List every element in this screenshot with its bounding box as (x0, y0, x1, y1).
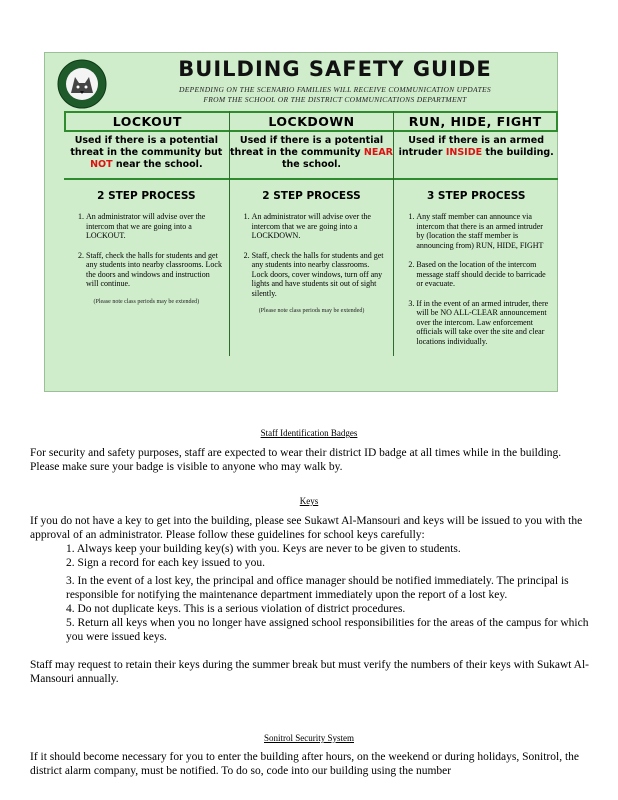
lockdown-steps (230, 212, 394, 298)
lockout-desc-text-a: Used if there is a potential threat in the community but (70, 135, 223, 158)
lockdown-note: (Please note class periods may be extended) (258, 308, 365, 314)
lockdown-description (230, 132, 394, 180)
run-hide-fight-description (394, 132, 558, 180)
procedure-columns (64, 111, 558, 356)
lockout-steps (64, 212, 229, 289)
lockout-description (64, 132, 229, 180)
keys-guideline: 3. In the event of a lost key, the principal and office manager should be notified immediately. The principal is responsible for notifying the maintenance department immediately upon the report of a lost key. (66, 575, 569, 601)
rhf-desc-emphasis: INSIDE (445, 147, 483, 158)
lockdown-step: 1. An administrator will advise over the intercom that we are going into a LOCKDOWN. (252, 212, 388, 241)
safety-guide-poster (44, 52, 558, 392)
badges-heading: Staff Identification Badges (260, 428, 358, 438)
lockdown-column (229, 111, 394, 356)
lockdown-desc-text-a: Used if there is a potential threat in the community (230, 135, 384, 158)
rhf-step: 1. Any staff member can announce via intercom that there is an armed intruder by (location the staff member is announcing from) RUN, HIDE, FIGHT (416, 212, 552, 250)
lockout-heading: LOCKOUT (64, 111, 229, 132)
lockdown-desc-emphasis: NEAR (363, 147, 393, 158)
lockout-column (64, 111, 229, 356)
lockdown-desc-text-b: the school. (281, 159, 342, 170)
lockdown-step: 2. Staff, check the halls for students and get any students into nearby classrooms. Lock doors, cover windows, turn off any lights and have students sit out of sight silently. (252, 251, 388, 299)
lockdown-process-title: 2 STEP PROCESS (262, 190, 361, 202)
keys-heading: Keys (299, 496, 319, 506)
rhf-desc-text-a: Used if there is an armed intruder (398, 135, 545, 158)
run-hide-fight-steps (394, 212, 558, 346)
poster-subtitle-line1: DEPENDING ON THE SCENARIO FAMILIES WILL RECEIVE COMMUNICATION UPDATES (179, 85, 491, 94)
keys-guideline: 2. Sign a record for each key issued to you. (66, 557, 265, 569)
lockout-step: 2. Staff, check the halls for students and get any students into nearby classrooms. Lock the doors and windows and instruction will continue. (86, 251, 223, 289)
poster-subtitle-line2: FROM THE SCHOOL OR THE DISTRICT COMMUNICATIONS DEPARTMENT (203, 95, 467, 104)
lockout-process-title: 2 STEP PROCESS (97, 190, 196, 202)
run-hide-fight-column (393, 111, 558, 356)
rhf-step: 2. Based on the location of the intercom message staff should decide to barricade or evacuate. (416, 260, 552, 289)
keys-guideline: 4. Do not duplicate keys. This is a serious violation of district procedures. (66, 603, 406, 615)
lockout-note: (Please note class periods may be extended) (93, 298, 200, 305)
lockout-desc-text-b: near the school. (112, 159, 203, 170)
rhf-step: 3. If in the event of an armed intruder, there will be NO ALL-CLEAR announcement over the intercom. Law enforcement officials will take over the site and clear locations individually. (416, 299, 552, 347)
badges-section (30, 446, 590, 474)
sonitrol-paragraph: If it should become necessary for you to enter the building after hours, on the weekend or during holidays, Sonitrol, the district alarm company, must be notified. To do so, code into our building using the number (30, 751, 579, 777)
keys-closing: Staff may request to retain their keys during the summer break but must verify the numbers of their keys with Sukawt Al-Mansouri annually. (30, 659, 590, 685)
sonitrol-section (30, 750, 590, 778)
poster-title: BUILDING SAFETY GUIDE (178, 57, 492, 81)
badges-paragraph: For security and safety purposes, staff are expected to wear their district ID badge at all times while in the building. Please make sure your badge is visible to anyone who may walk by. (30, 447, 562, 473)
keys-guidelines-list (30, 542, 590, 644)
keys-intro: If you do not have a key to get into the building, please see Sukawt Al-Mansouri and keys will be issued to you with the approval of an administrator. Please follow these guidelines for school keys carefully: (30, 515, 583, 541)
lockout-desc-emphasis: NOT (90, 159, 113, 170)
rhf-desc-text-b: the building. (482, 147, 554, 158)
lockdown-heading: LOCKDOWN (230, 111, 394, 132)
lockout-step: 1. An administrator will advise over the intercom that we are going into a LOCKOUT. (86, 212, 223, 241)
keys-section (30, 514, 590, 686)
sonitrol-heading: Sonitrol Security System (264, 733, 354, 743)
keys-guideline: 5. Return all keys when you no longer have assigned school responsibilities for the areas of the campus for which you were issued keys. (66, 617, 589, 643)
run-hide-fight-heading: RUN, HIDE, FIGHT (394, 111, 558, 132)
run-hide-fight-process-title: 3 STEP PROCESS (426, 190, 526, 202)
keys-guideline: 1. Always keep your building key(s) with you. Keys are never to be given to students. (66, 543, 461, 555)
school-seal-logo (57, 59, 107, 109)
